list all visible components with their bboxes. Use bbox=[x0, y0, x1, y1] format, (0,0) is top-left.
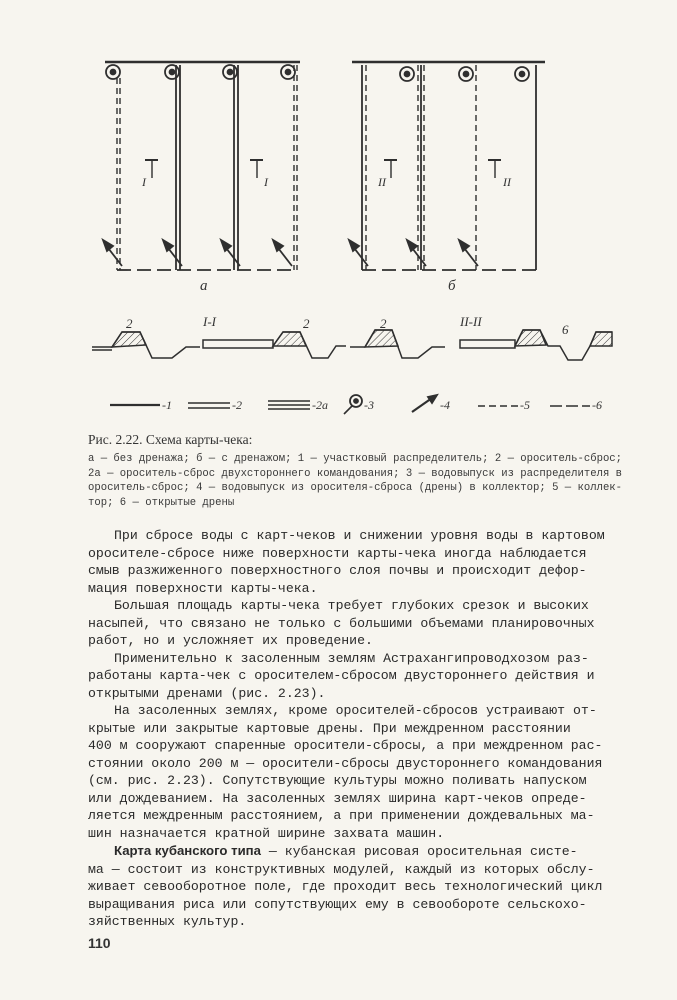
paragraph-line: ма — состоит из конструктивных модулей, каждый из которых обслу- bbox=[88, 861, 595, 877]
section-label-1: I-I bbox=[203, 314, 216, 329]
paragraph-line: мация поверхности карты-чека. bbox=[88, 580, 318, 596]
section-label-2: II-II bbox=[460, 314, 482, 329]
paragraph-line: крытые или закрытые картовые дрены. При междренном расстоянии bbox=[88, 720, 571, 736]
paragraph-line-rest: — кубанская рисовая оросительная систе- bbox=[260, 844, 578, 859]
paragraph-line: смыв разжиженного поверхностного слоя почвы и происходит дефор- bbox=[88, 563, 587, 578]
legend-2a: -2а bbox=[312, 398, 328, 412]
caption-line: 2а — ороситель-сброс двухстороннего командования; 3 — водовыпуск из распределителя в bbox=[88, 467, 623, 480]
legend-2: -2 bbox=[232, 398, 242, 412]
legend-4: -4 bbox=[440, 398, 450, 412]
legend-1: -1 bbox=[162, 398, 172, 412]
paragraph-line: или дождеванием. На засоленных землях ширина карт-чеков опреде- bbox=[88, 790, 587, 806]
section-label-2c: 2 bbox=[380, 316, 387, 331]
roman-1b: I bbox=[264, 175, 268, 189]
paragraph-line: Большая площадь карты-чека требует глубоких срезок и высоких bbox=[114, 598, 589, 613]
paragraph-line: стоянии около 200 м — оросители-сбросы двустороннего командования bbox=[88, 755, 603, 771]
paragraph-line: работ, но и усложняет их проведение. bbox=[88, 633, 373, 648]
legend-3: -3 bbox=[364, 398, 374, 412]
caption-line: тор; 6 — открытые дрены bbox=[88, 496, 235, 509]
caption-line: ороситель-сброс; 4 — водовыпуск из оросителя-сброса (дрены) в коллектор; 5 — коллек- bbox=[88, 482, 623, 495]
paragraph-line: При сбросе воды с карт-чеков и снижении уровня воды в картовом bbox=[114, 528, 605, 543]
body-text bbox=[88, 527, 633, 931]
term-kuban-map: Карта кубанского типа bbox=[114, 843, 261, 858]
paragraph-line: Применительно к засоленным землям Астрахангипроводхозом раз- bbox=[114, 650, 589, 666]
paragraph-line: насыпей, что связано не только с большими объемами планировочных bbox=[88, 615, 595, 631]
caption-line: а — без дренажа; б — с дренажом; 1 — участковый распределитель; 2 — ороситель-сброс; bbox=[88, 453, 623, 465]
paragraph-line: оросителе-сбросе ниже поверхности карты-чека иногда наблюдается bbox=[88, 545, 587, 561]
figure-caption-title: Рис. 2.22. Схема карты-чека: bbox=[88, 432, 253, 447]
legend-5: -5 bbox=[520, 398, 530, 412]
scheme-b bbox=[349, 62, 545, 270]
paragraph-line bbox=[88, 842, 633, 861]
paragraph-line: На засоленных землях, кроме оросителей-сбросов устраивают от- bbox=[114, 703, 597, 718]
figure-caption-body bbox=[88, 452, 623, 510]
roman-2a: II bbox=[378, 175, 386, 189]
section-label-6: 6 bbox=[562, 322, 569, 337]
section-label-2a: 2 bbox=[126, 316, 133, 331]
paragraph-line: 400 м сооружают спаренные оросители-сбросы, а при междренном рас- bbox=[88, 738, 603, 753]
paragraph-line: выращивания риса или сопутствующих ему в севообороте сельскохо- bbox=[88, 896, 587, 912]
paragraph-line: живает севооборотное поле, где проходит весь технологический цикл bbox=[88, 879, 603, 894]
paragraph-line: ляется междренным расстоянием, а при применении дождевальных ма- bbox=[88, 808, 595, 823]
paragraph-line: работаны карта-чек с оросителем-сбросом двустороннего действия и bbox=[88, 668, 595, 683]
paragraph-line: (см. рис. 2.23). Сопутствующие культуры можно поливать напуском bbox=[88, 773, 587, 788]
legend bbox=[110, 395, 590, 414]
section-label-2b: 2 bbox=[303, 316, 310, 331]
label-a: а bbox=[200, 278, 208, 294]
page-number: 110 bbox=[88, 935, 111, 951]
paragraph-line: шин назначается кратной ширине захвата машин. bbox=[88, 825, 445, 841]
scheme-a bbox=[103, 62, 300, 270]
paragraph-line: открытыми дренами (рис. 2.23). bbox=[88, 685, 326, 701]
cross-section-1 bbox=[92, 332, 346, 358]
cross-section-2 bbox=[350, 330, 612, 360]
roman-2b: II bbox=[503, 175, 511, 189]
paragraph-line: зяйственных культур. bbox=[88, 914, 247, 929]
label-b: б bbox=[448, 278, 456, 294]
figure-2-22 bbox=[0, 0, 677, 430]
roman-1a: I bbox=[142, 175, 146, 189]
legend-6: -6 bbox=[592, 398, 602, 412]
